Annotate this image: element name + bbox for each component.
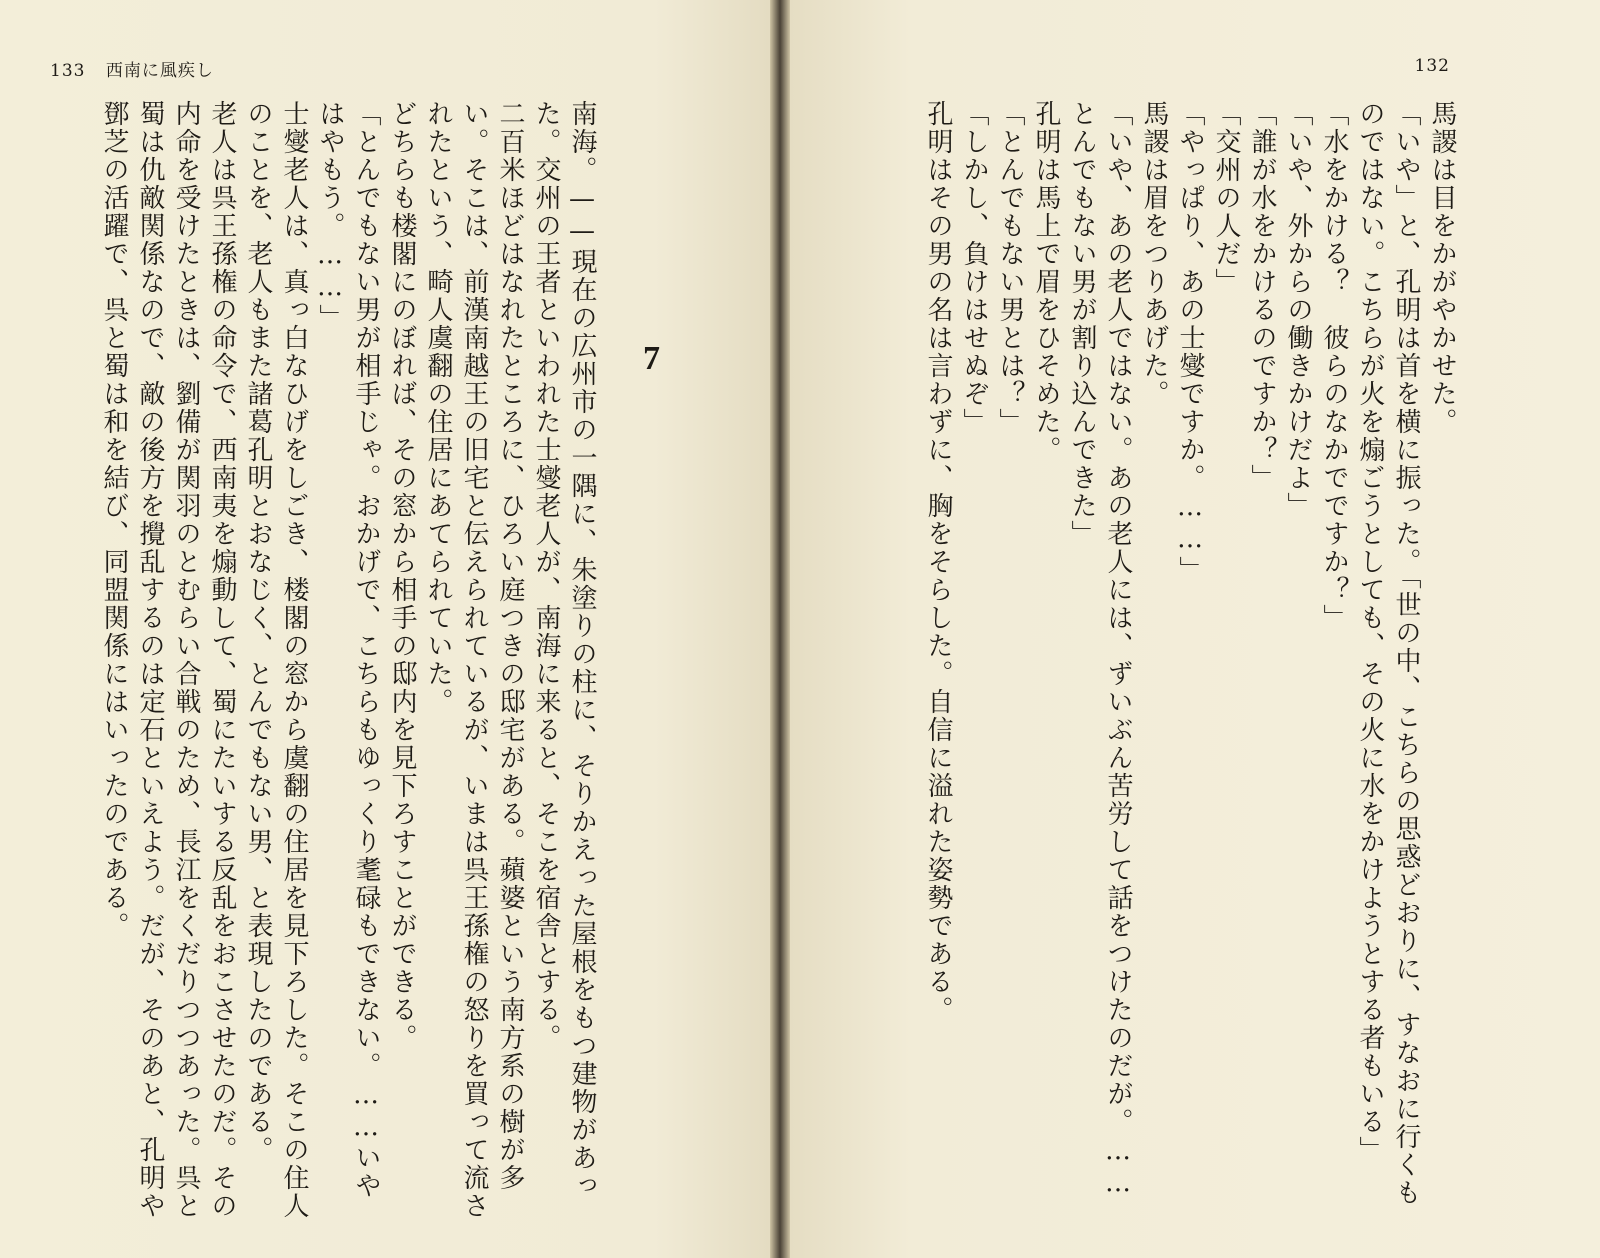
paragraph: 「しかし、負けはせぬぞ」 (959, 100, 989, 436)
paragraph: どちらも楼閣にのぼれば、その窓から相手の邸内を見下ろすことができる。 (387, 100, 417, 1052)
paragraph: 「誰が水をかけるのですか？」 (1247, 100, 1277, 492)
paragraph: 老人は呉王孫権の命令で、西南夷を煽動して、蜀にたいする反乱をおこさせたのだ。その内命を受けたときは、劉備が関羽のとむらい合戦のため、長江をくだりつつあった。呉と蜀は仇敵関係なので、敵の後方を攪乱するのは定石といえよう。だが、そのあと、孔明や鄧芝の活躍で、呉と蜀は和を結び、同盟関係にはいったのである。 (99, 100, 237, 1220)
paragraph: 「とんでもない男が相手じゃ。おかげで、こちらもゆっくり耄碌もできない。……いやはやもう。……」 (315, 100, 381, 1200)
section-number: 7 (643, 340, 660, 377)
paragraph: 馬謖は目をかがやかせた。 (1427, 100, 1457, 436)
paragraph: 「いや」と、孔明は首を横に振った。「世の中、こちらの思惑どおりに、すなおに行くものではない。こちらが火を煽ごうとしても、その火に水をかけようとする者もいる」 (1355, 100, 1421, 1207)
paragraph: 「やっぱり、あの士燮ですか。……」 (1175, 100, 1205, 584)
paragraph: 「いや、あの老人ではない。あの老人には、ずいぶん苦労して話をつけたのだが。……とんでもない男が割り込んできた」 (1067, 100, 1133, 1200)
left-page-body (40, 100, 600, 1220)
paragraph: 士燮老人は、真っ白なひげをしごき、楼閣の窓から虞翻の住居を見下ろした。そこの住人のことを、老人もまた諸葛孔明とおなじく、とんでもない男、と表現したのである。 (243, 100, 309, 1220)
paragraph: 馬謖は眉をつりあげた。 (1139, 100, 1169, 408)
right-page-body (880, 100, 1460, 1220)
paragraph: 「とんでもない男とは？」 (995, 100, 1025, 436)
paragraph: 二百米ほどはなれたところに、ひろい庭つきの邸宅がある。蘋婆という南方系の樹が多い。そこは、前漢南越王の旧宅と伝えられているが、いまは呉王孫権の怒りを買って流されたという、畸人虞翻の住居にあてられていた。 (423, 100, 525, 1220)
left-page-number: 133 (50, 61, 86, 81)
right-page-number: 132 (1414, 56, 1450, 76)
paragraph: 孔明はその男の名は言わずに、胸をそらした。自信に溢れた姿勢である。 (923, 100, 953, 1024)
paragraph: 「交州の人だ」 (1211, 100, 1241, 296)
paragraph: 「いや、外からの働きかけだよ」 (1283, 100, 1313, 520)
book-gutter (770, 0, 790, 1258)
paragraph: 「水をかける？ 彼らのなかでですか？」 (1319, 100, 1349, 632)
running-title: 西南に風疾し (105, 61, 214, 81)
paragraph: 孔明は馬上で眉をひそめた。 (1031, 100, 1061, 464)
paragraph: 南海。——現在の広州市の一隅に、朱塗りの柱に、そりかえった屋根をもつ建物があった。交州の王者といわれた士燮老人が、南海に来ると、そこを宿舎とする。 (531, 100, 597, 1200)
left-page (0, 0, 770, 1258)
left-page-header (50, 56, 214, 81)
